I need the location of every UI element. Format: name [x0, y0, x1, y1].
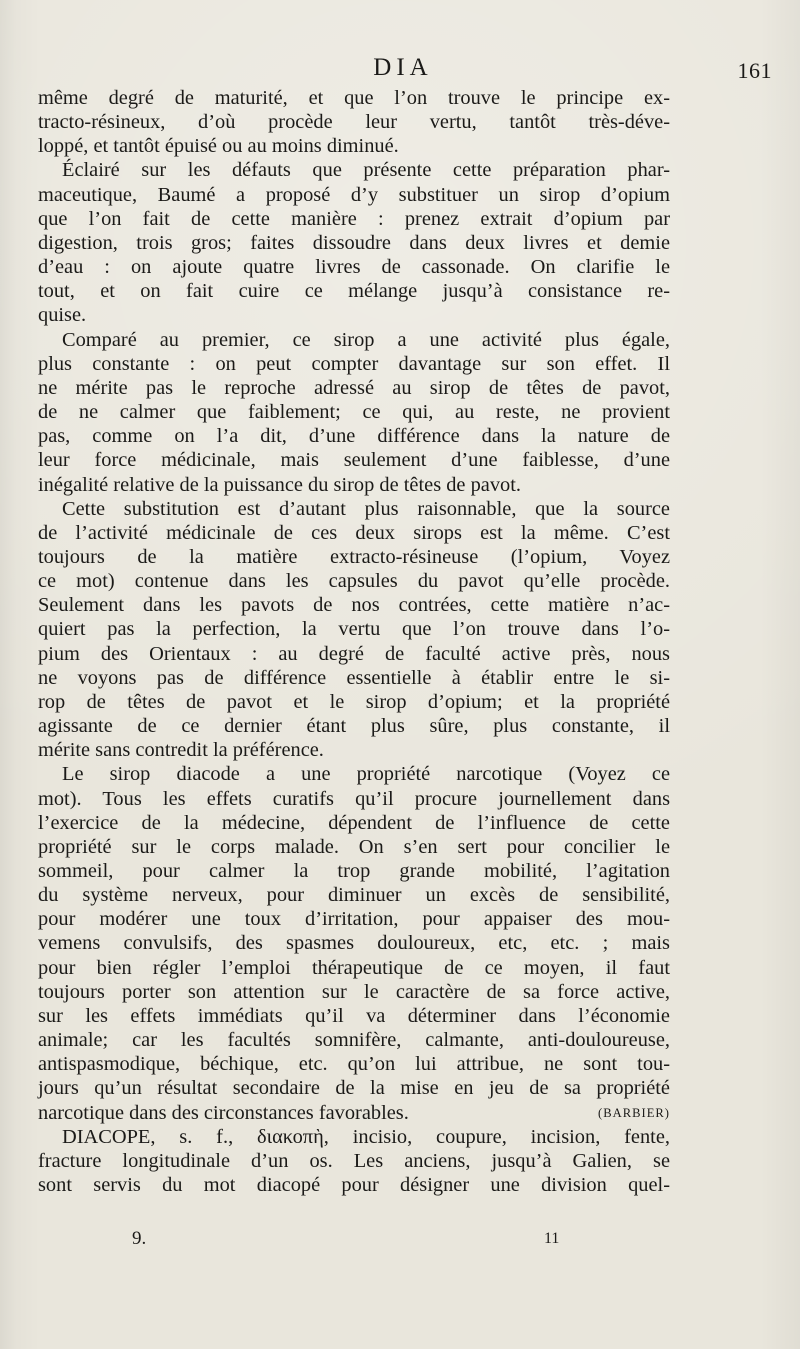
- page-text: [38, 86, 670, 1197]
- text-line: narcotique dans des circonstances favorables.: [38, 1101, 409, 1124]
- text-line: plus constante : on peut compter davantage sur son effet. Il: [38, 352, 670, 375]
- text-line: de l’activité médicinale de ces deux sirops est la même. C’est: [38, 521, 670, 544]
- paragraph-1: [38, 86, 670, 158]
- text-line: ne mérite pas le reproche adressé au sirop de têtes de pavot,: [38, 376, 670, 399]
- text-line: digestion, trois gros; faites dissoudre dans deux livres et demie: [38, 231, 670, 254]
- text-line: sur les effets immédiats qu’il va déterminer dans l’économie: [38, 1004, 670, 1027]
- text-line: fracture longitudinale d’un os. Les anciens, jusqu’à Galien, se: [38, 1149, 670, 1172]
- text-line: agissante de ce dernier étant plus sûre, plus constante, il: [38, 715, 670, 738]
- text-line: du système nerveux, pour diminuer un excès de sensibilité,: [38, 884, 670, 907]
- text-line: Le sirop diacode a une propriété narcotique (Voyez ce: [62, 763, 670, 786]
- text-line: quise.: [38, 304, 87, 327]
- paragraph-4: [38, 497, 670, 763]
- text-line: sont servis du mot diacopé pour désigner une division quel-: [38, 1174, 670, 1197]
- text-line-with-signature: [38, 1101, 670, 1125]
- author-signature: (BARBIER): [598, 1105, 670, 1120]
- text-line: mérite sans contredit la préférence.: [38, 739, 324, 762]
- paragraph-6-entry-diacope: [38, 1125, 670, 1197]
- text-line: leur force médicinale, mais seulement d’une faiblesse, d’une: [38, 449, 670, 472]
- text-line: ce mot) contenue dans les capsules du pavot qu’elle procède.: [38, 570, 670, 593]
- running-head: DIA: [373, 54, 433, 81]
- text-line: pas, comme on l’a dit, d’une différence dans la nature de: [38, 425, 670, 448]
- page-footer: [132, 1228, 572, 1252]
- paragraph-5: [38, 762, 670, 1124]
- text-line: Comparé au premier, ce sirop a une activité plus égale,: [62, 328, 670, 351]
- text-line: de ne calmer que faiblement; ce qui, au reste, ne provient: [38, 401, 670, 424]
- text-line: loppé, et tantôt épuisé ou au moins diminué.: [38, 135, 399, 158]
- text-line: Éclairé sur les défauts que présente cette préparation phar-: [62, 159, 670, 182]
- page-header: [34, 54, 772, 88]
- text-line: jours qu’un résultat secondaire de la mise en jeu de sa propriété: [38, 1077, 670, 1100]
- text-line: rop de têtes de pavot et le sirop d’opium; et la propriété: [38, 690, 670, 713]
- text-line: ne voyons pas de différence essentielle à établir entre le si-: [38, 666, 670, 689]
- text-line: pium des Orientaux : au degré de faculté active près, nous: [38, 642, 670, 665]
- text-line: toujours de la matière extracto-résineuse (l’opium, Voyez: [38, 545, 670, 568]
- text-line: tracto-résineux, d’où procède leur vertu, tantôt très-déve-: [38, 111, 670, 134]
- text-line: Cette substitution est d’autant plus raisonnable, que la source: [62, 497, 670, 520]
- text-line: toujours porter son attention sur le caractère de sa force active,: [38, 980, 670, 1003]
- text-line: quiert pas la perfection, la vertu que l’on trouve dans l’o-: [38, 618, 670, 641]
- paragraph-2: [38, 158, 670, 327]
- sheet-mark: 11: [544, 1230, 560, 1247]
- entry-heading-line: DIACOPE, s. f., διακοπὴ, incisio, coupure, incision, fente,: [62, 1125, 670, 1148]
- text-line: que l’on fait de cette manière : prenez extrait d’opium par: [38, 207, 670, 230]
- paragraph-3: [38, 328, 670, 497]
- text-line: inégalité relative de la puissance du sirop de têtes de pavot.: [38, 473, 521, 496]
- signature-mark: 9.: [132, 1228, 147, 1249]
- text-line: animale; car les facultés somnifère, calmante, anti-douloureuse,: [38, 1029, 670, 1052]
- text-line: pour bien régler l’emploi thérapeutique de ce moyen, il faut: [38, 956, 670, 979]
- text-line: Seulement dans les pavots de nos contrées, cette matière n’ac-: [38, 594, 670, 617]
- text-line: tout, et on fait cuire ce mélange jusqu’à consistance re-: [38, 280, 670, 303]
- text-line: pour modérer une toux d’irritation, pour appaiser des mou-: [38, 908, 670, 931]
- text-line: même degré de maturité, et que l’on trouve le principe ex-: [38, 87, 670, 109]
- text-line: sommeil, pour calmer la trop grande mobilité, l’agitation: [38, 860, 670, 882]
- text-line: vemens convulsifs, des spasmes douloureux, etc, etc. ; mais: [38, 932, 670, 955]
- text-line: propriété sur le corps malade. On s’en sert pour concilier le: [38, 835, 670, 858]
- text-line: maceutique, Baumé a proposé d’y substituer un sirop d’opium: [38, 183, 670, 206]
- text-line: antispasmodique, béchique, etc. qu’on lui attribue, ne sont tou-: [38, 1053, 670, 1076]
- text-line: d’eau : on ajoute quatre livres de cassonade. On clarifie le: [38, 256, 670, 279]
- text-line: mot). Tous les effets curatifs qu’il procure journellement dans: [38, 787, 670, 810]
- text-line: l’exercice de la médecine, dépendent de l’influence de cette: [38, 811, 670, 834]
- page-number: 161: [737, 58, 772, 83]
